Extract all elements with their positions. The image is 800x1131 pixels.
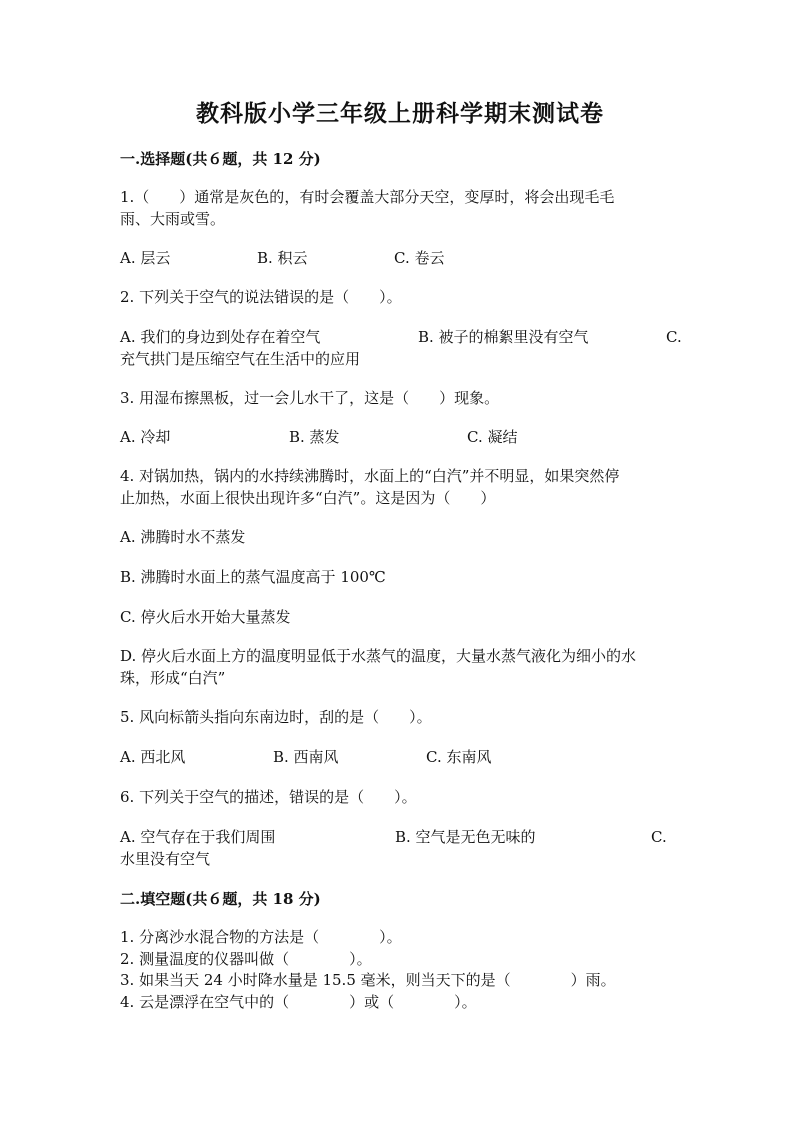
question-4-option-b: B. 沸腾时水面上的蒸气温度高于 100℃ [120,568,386,586]
question-5-option-b: B. 西南风 [273,748,339,766]
question-6-option-c-label: C. [651,828,667,846]
question-6-option-a: A. 空气存在于我们周围 [120,828,276,846]
question-4-option-c: C. 停火后水开始大量蒸发 [120,608,291,626]
question-6-option-b: B. 空气是无色无味的 [395,828,536,846]
question-2-option-b: B. 被子的棉絮里没有空气 [418,328,589,346]
question-2-option-a: A. 我们的身边到处存在着空气 [120,328,321,346]
question-4-option-d-line-1: D. 停火后水面上方的温度明显低于水蒸气的温度，大量水蒸气液化为细小的水 [120,647,637,665]
question-4-stem-line-2: 止加热，水面上很快出现许多“白汽”。这是因为（ ） [120,489,496,507]
question-5-stem: 5. 风向标箭头指向东南边时，刮的是（ ）。 [120,708,432,726]
question-1-stem-line-1: 1.（ ）通常是灰色的，有时会覆盖大部分天空，变厚时，将会出现毛毛 [120,188,615,206]
question-6-option-c-text: 水里没有空气 [120,850,211,868]
fill-blank-item-4: 4. 云是漂浮在空气中的（ ）或（ ）。 [120,993,477,1011]
question-4-stem-line-1: 4. 对锅加热，锅内的水持续沸腾时，水面上的“白汽”并不明显，如果突然停 [120,467,620,485]
section-heading-fill-in-blank: 二.填空题(共６题，共 18 分) [120,890,321,908]
question-3-option-a: A. 冷却 [120,428,171,446]
fill-blank-item-1: 1. 分离沙水混合物的方法是（ ）。 [120,928,402,946]
section-heading-multiple-choice: 一.选择题(共６题，共 12 分) [120,150,321,168]
fill-blank-item-2: 2. 测量温度的仪器叫做（ ）。 [120,950,372,968]
question-2-stem: 2. 下列关于空气的说法错误的是（ ）。 [120,288,402,306]
question-1-option-a: A. 层云 [120,249,171,267]
fill-blank-item-3: 3. 如果当天 24 小时降水量是 15.5 毫米，则当天下的是（ ）雨。 [120,971,616,989]
question-5-option-a: A. 西北风 [120,748,186,766]
question-1-option-c: C. 卷云 [394,249,445,267]
question-1-option-b: B. 积云 [257,249,308,267]
question-4-option-d-line-2: 珠，形成“白汽” [120,669,226,687]
question-3-option-c: C. 凝结 [467,428,518,446]
question-3-option-b: B. 蒸发 [289,428,340,446]
question-2-option-c-text: 充气拱门是压缩空气在生活中的应用 [120,350,361,368]
question-2-option-c-label: C. [666,328,682,346]
question-4-option-a: A. 沸腾时水不蒸发 [120,528,246,546]
question-3-stem: 3. 用湿布擦黑板，过一会儿水干了，这是（ ）现象。 [120,389,500,407]
page-title: 教科版小学三年级上册科学期末测试卷 [196,100,604,127]
question-5-option-c: C. 东南风 [426,748,492,766]
question-1-stem-line-2: 雨、大雨或雪。 [120,210,226,228]
question-6-stem: 6. 下列关于空气的描述，错误的是（ ）。 [120,788,417,806]
